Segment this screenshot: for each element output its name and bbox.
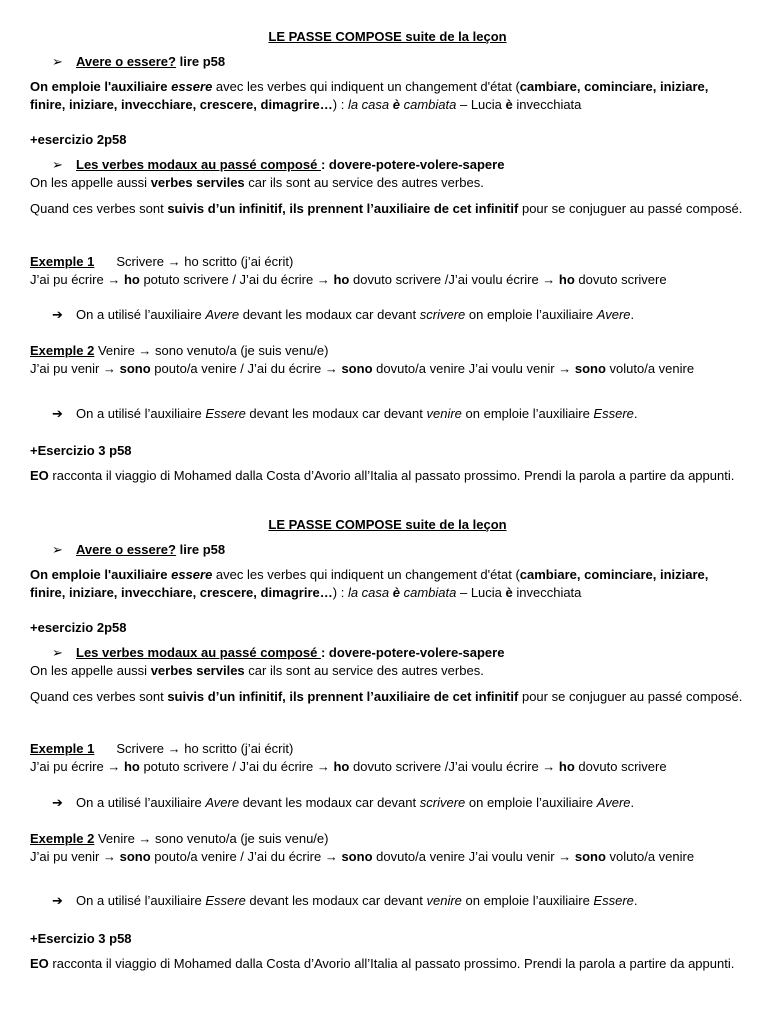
exemple-2: Exemple 2 Venire → sono venuto/a (je suis venu/e) J’ai pu venir → sono pouto/a venire / J’ai du écrire → sono dovuto/a venire J’ai voulu venir → sono voluto/a venire xyxy=(30,343,695,376)
note-avere: ➔ On a utilisé l’auxiliaire Avere devant les modaux car devant scrivere on emploie l’auxiliaire Avere. xyxy=(52,795,635,810)
exemple-1: Exemple 1 Scrivere → ho scritto (j’ai écrit) J’ai pu écrire → ho potuto scrivere / J’ai du écrire → ho dovuto scrivere /J’ai voulu écrire → ho dovuto scrivere xyxy=(30,741,667,774)
esercizio-2-heading: +esercizio 2p58 xyxy=(30,132,127,147)
right-arrow-icon: → xyxy=(316,271,330,287)
right-arrow-icon: → xyxy=(167,254,181,269)
note-essere: ➔ On a utilisé l’auxiliaire Essere devant les modaux car devant venire on emploie l’auxiliaire Essere. xyxy=(52,893,638,908)
arrowhead-bullet-icon: ➢ xyxy=(52,645,63,660)
right-arrow-icon: ➔ xyxy=(52,893,63,908)
right-arrow-icon: → xyxy=(102,848,116,864)
right-arrow-icon: ➔ xyxy=(52,795,63,810)
right-arrow-icon: → xyxy=(558,848,572,864)
right-arrow-icon: → xyxy=(138,343,152,358)
exemple-2: Exemple 2 Venire → sono venuto/a (je suis venu/e) J’ai pu venir → sono pouto/a venire / J’ai du écrire → sono dovuto/a venire J’ai voulu venir → sono voluto/a venire xyxy=(30,831,695,864)
right-arrow-icon: → xyxy=(542,758,556,774)
exemple-1: Exemple 1 Scrivere → ho scritto (j’ai écrit) J’ai pu écrire → ho potuto scrivere / J’ai du écrire → ho dovuto scrivere /J’ai voulu écrire → ho dovuto scrivere xyxy=(30,254,667,287)
esercizio-3-heading: +Esercizio 3 p58 xyxy=(30,443,132,458)
bullet-verbes-modaux: ➢ Les verbes modaux au passé composé : dovere-potere-volere-sapere xyxy=(52,157,505,172)
right-arrow-icon: → xyxy=(324,360,338,376)
right-arrow-icon: → xyxy=(316,758,330,774)
eo-paragraph: EO racconta il viaggio di Mohamed dalla Costa d’Avorio all’Italia al passato prossimo. Prendi la parola a partire da appunti. xyxy=(30,468,735,483)
right-arrow-icon: → xyxy=(107,271,121,287)
serviles-paragraph: On les appelle aussi verbes serviles car ils sont au service des autres verbes. xyxy=(30,175,484,190)
right-arrow-icon: ➔ xyxy=(52,406,63,421)
esercizio-2-heading: +esercizio 2p58 xyxy=(30,620,127,635)
right-arrow-icon: → xyxy=(102,360,116,376)
bullet-avere-essere: ➢ Avere o essere? lire p58 xyxy=(52,542,226,557)
esercizio-3-heading: +Esercizio 3 p58 xyxy=(30,931,132,946)
auxiliaire-paragraph: On emploie l'auxiliaire essere avec les verbes qui indiquent un changement d'état (cambiare, cominciare, iniziare, finire, iniziare, invecchiare, crescere, dimagrire…) : la casa è cambiata – Lucia è invecchiata xyxy=(30,567,709,600)
note-essere: ➔ On a utilisé l’auxiliaire Essere devant les modaux car devant venire on emploie l’auxiliaire Essere. xyxy=(52,406,638,421)
auxiliaire-paragraph: On emploie l'auxiliaire essere avec les verbes qui indiquent un changement d'état (cambiare, cominciare, iniziare, finire, iniziare, invecchiare, crescere, dimagrire…) : la casa è cambiata – Lucia è invecchiata xyxy=(30,79,709,112)
right-arrow-icon: → xyxy=(167,741,181,756)
infinitif-paragraph: Quand ces verbes sont suivis d’un infinitif, ils prennent l’auxiliaire de cet infinitif pour se conjuguer au passé composé. xyxy=(30,201,743,216)
arrowhead-bullet-icon: ➢ xyxy=(52,54,63,69)
right-arrow-icon: → xyxy=(107,758,121,774)
serviles-paragraph: On les appelle aussi verbes serviles car ils sont au service des autres verbes. xyxy=(30,663,484,678)
infinitif-paragraph: Quand ces verbes sont suivis d’un infinitif, ils prennent l’auxiliaire de cet infinitif pour se conjuguer au passé composé. xyxy=(30,689,743,704)
bullet-verbes-modaux: ➢ Les verbes modaux au passé composé : dovere-potere-volere-sapere xyxy=(52,645,505,660)
right-arrow-icon: → xyxy=(542,271,556,287)
eo-paragraph: EO racconta il viaggio di Mohamed dalla Costa d’Avorio all’Italia al passato prossimo. Prendi la parola a partire da appunti. xyxy=(30,956,735,971)
page-title: LE PASSE COMPOSE suite de la leçon xyxy=(268,29,507,44)
page-title: LE PASSE COMPOSE suite de la leçon xyxy=(268,517,507,532)
right-arrow-icon: → xyxy=(324,848,338,864)
bullet-avere-essere: ➢ Avere o essere? lire p58 xyxy=(52,54,226,69)
right-arrow-icon: → xyxy=(138,831,152,846)
right-arrow-icon: ➔ xyxy=(52,307,63,322)
arrowhead-bullet-icon: ➢ xyxy=(52,157,63,172)
note-avere: ➔ On a utilisé l’auxiliaire Avere devant les modaux car devant scrivere on emploie l’auxiliaire Avere. xyxy=(52,307,635,322)
arrowhead-bullet-icon: ➢ xyxy=(52,542,63,557)
right-arrow-icon: → xyxy=(558,360,572,376)
